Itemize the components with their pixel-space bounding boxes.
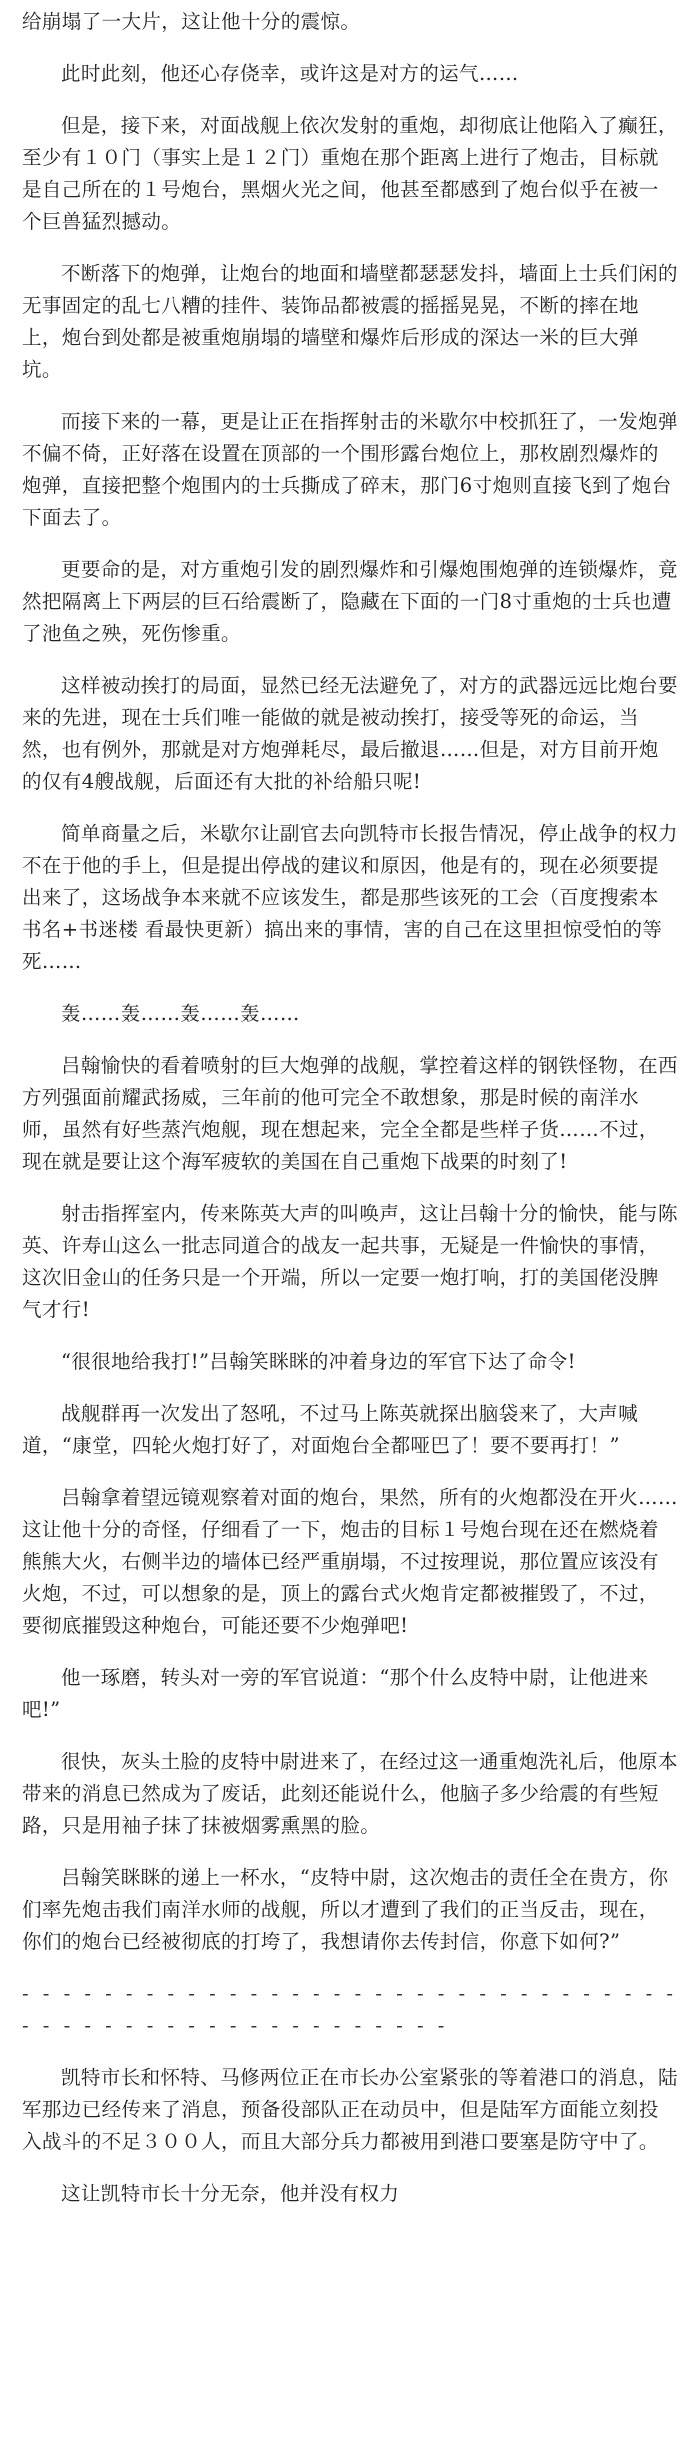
paragraph: 这让凯特市长十分无奈，他并没有权力 bbox=[61, 2182, 400, 2205]
paragraph: 这样被动挨打的局面，显然已经无法避免了，对方的武器远远比炮台要来的先进，现在士兵们唯一能做的就是被动挨打，接受等死的命运，当然，也有例外，那就是对方炮弹耗尽，最后撤退……但是，对方目前开炮的仅有4艘战舰，后面还有大批的补给船只呢! bbox=[22, 674, 678, 793]
paragraph: 轰……轰……轰……轰…… bbox=[61, 1002, 300, 1025]
paragraph: 吕翰拿着望远镜观察着对面的炮台，果然，所有的火炮都没在开火……这让他十分的奇怪，仔细看了一下，炮击的目标１号炮台现在还在燃烧着熊熊大火，右侧半边的墙体已经严重崩塌，不过按理说，那位置应该没有火炮，不过，可以想象的是，顶上的露台式火炮肯定都被摧毁了，不过，要彻底摧毁这种炮台，可能还要不少炮弹吧! bbox=[22, 1486, 678, 1637]
paragraph: 更要命的是，对方重炮引发的剧烈爆炸和引爆炮围炮弹的连锁爆炸，竟然把隔离上下两层的巨石给震断了，隐藏在下面的一门8寸重炮的士兵也遭了池鱼之殃，死伤惨重。 bbox=[22, 558, 678, 645]
paragraph: 吕翰愉快的看着喷射的巨大炮弹的战舰，掌控着这样的钢铁怪物，在西方列强面前耀武扬威，三年前的他可完全不敢想象，那是时候的南洋水师，虽然有好些蒸汽炮舰，现在想起来，完全全都是些样子货……不过，现在就是要让这个海军疲软的美国在自己重炮下战栗的时刻了! bbox=[22, 1054, 678, 1173]
paragraph: 此时此刻，他还心存侥幸，或许这是对方的运气…… bbox=[61, 62, 519, 85]
paragraph: 给崩塌了一大片，这让他十分的震惊。 bbox=[22, 10, 361, 33]
paragraph: 他一琢磨，转头对一旁的军官说道：“那个什么皮特中尉，让他进来吧!” bbox=[22, 1666, 649, 1721]
paragraph: 但是，接下来，对面战舰上依次发射的重炮，却彻底让他陷入了癫狂，至少有１０门（事实上是１２门）重炮在那个距离上进行了炮击，目标就是自己所在的１号炮台，黑烟火光之间，他甚至都感到了炮台似乎在被一个巨兽猛烈撼动。 bbox=[22, 114, 678, 233]
paragraph: 射击指挥室内，传来陈英大声的叫唤声，这让吕翰十分的愉快，能与陈英、许寿山这么一批志同道合的战友一起共事，无疑是一件愉快的事情，这次旧金山的任务只是一个开端，所以一定要一炮打响，打的美国佬没脾气才行! bbox=[22, 1202, 678, 1321]
section-divider: - - - - - - - - - - - - - - - - - - - - - - - - - - - - - - - - - - - - - - - - - - - - - - - - - - - - - bbox=[22, 1982, 677, 2037]
paragraph: 战舰群再一次发出了怒吼，不过马上陈英就探出脑袋来了，大声喊道，“康堂，四轮火炮打好了，对面炮台全都哑巴了！要不要再打！” bbox=[22, 1402, 639, 1457]
paragraph: 不断落下的炮弹，让炮台的地面和墙壁都瑟瑟发抖，墙面上士兵们闲的无事固定的乱七八糟的挂件、装饰品都被震的摇摇晃晃，不断的摔在地上，炮台到处都是被重炮崩塌的墙壁和爆炸后形成的深达一米的巨大弹坑。 bbox=[22, 262, 678, 381]
paragraph: 吕翰笑眯眯的递上一杯水，“皮特中尉，这次炮击的责任全在贵方，你们率先炮击我们南洋水师的战舰，所以才遭到了我们的正当反击，现在，你们的炮台已经被彻底的打垮了，我想请你去传封信，你意下如何?” bbox=[22, 1866, 669, 1953]
paragraph: 简单商量之后，米歇尔让副官去向凯特市长报告情况，停止战争的权力不在于他的手上，但是提出停战的建议和原因，他是有的，现在必须要提出来了，这场战争本来就不应该发生，都是那些该死的工会（百度搜索本书名+书迷楼 看最快更新）搞出来的事情，害的自己在这里担惊受怕的等死…… bbox=[22, 822, 678, 973]
paragraph: 很快，灰头土脸的皮特中尉进来了，在经过这一通重炮洗礼后，他原本带来的消息已然成为了废话，此刻还能说什么，他脑子多少给震的有些短路，只是用袖子抹了抹被烟雾熏黑的脸。 bbox=[22, 1750, 678, 1837]
paragraph: 凯特市长和怀特、马修两位正在市长办公室紧张的等着港口的消息，陆军那边已经传来了消息，预备役部队正在动员中，但是陆军方面能立刻投入战斗的不足３００人，而且大部分兵力都被用到港口要塞是防守中了。 bbox=[22, 2066, 678, 2153]
paragraph: 而接下来的一幕，更是让正在指挥射击的米歇尔中校抓狂了，一发炮弹不偏不倚，正好落在设置在顶部的一个围形露台炮位上，那枚剧烈爆炸的炮弹，直接把整个炮围内的士兵撕成了碎末，那门6寸炮则直接飞到了炮台下面去了。 bbox=[22, 410, 678, 529]
paragraph: “很很地给我打!”吕翰笑眯眯的冲着身边的军官下达了命令! bbox=[61, 1350, 576, 1373]
